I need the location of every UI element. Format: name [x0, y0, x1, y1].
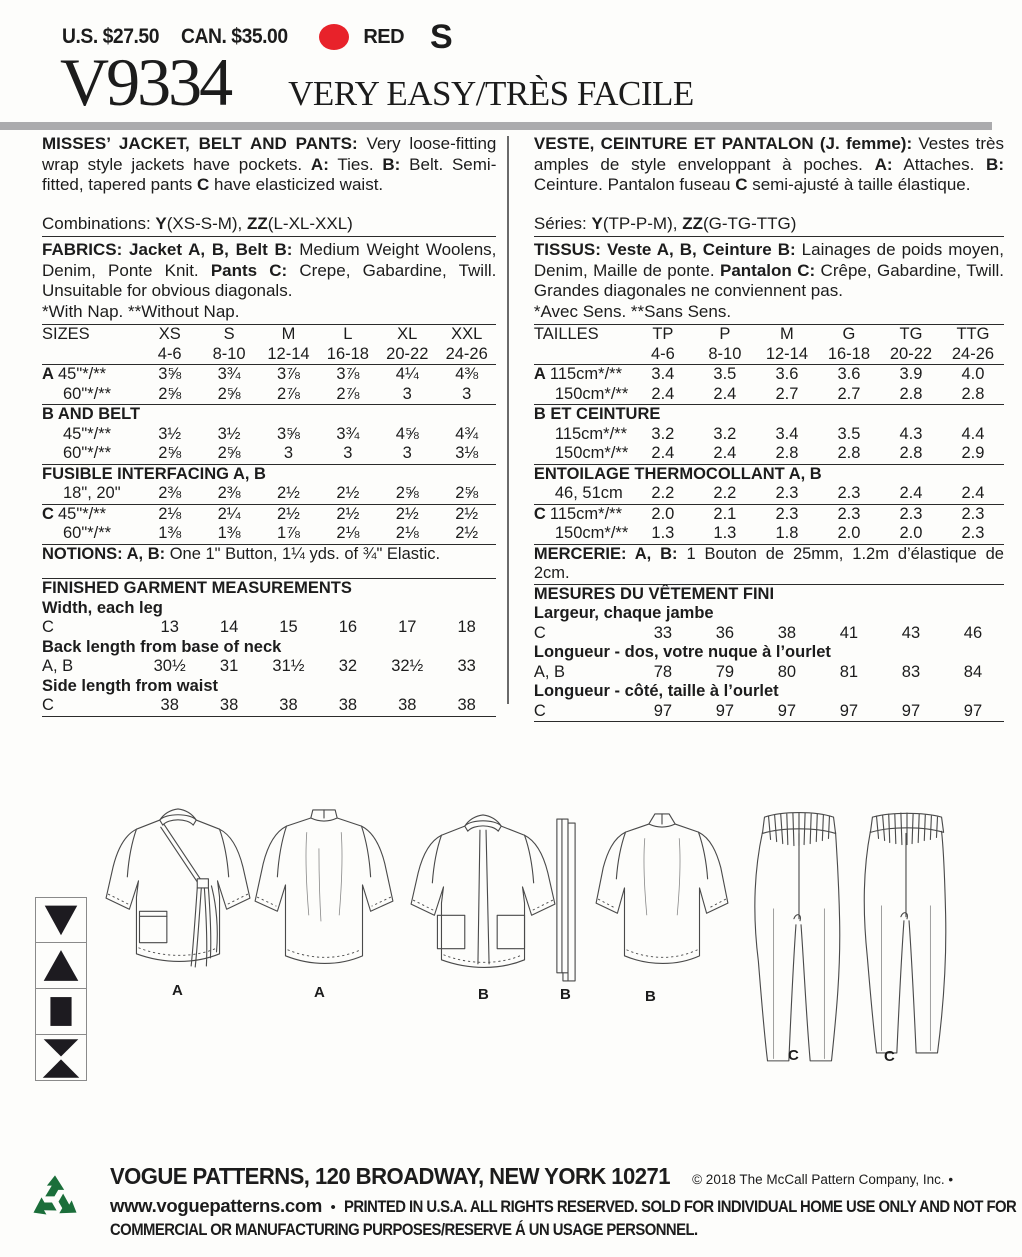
table-row: Back length from base of neck — [42, 637, 282, 656]
jacket-b-front-drawing — [404, 809, 562, 981]
table-row: C 45"*/** 2⅛ 2¼ 2½ 2½ 2½ 2½ — [42, 504, 479, 523]
view-label: B — [560, 986, 571, 1003]
table-row: ENTOILAGE THERMOCOLLANT A, B — [533, 464, 822, 483]
table-row: 150cm*/** 2.4 2.4 2.8 2.8 2.8 2.9 — [534, 444, 1004, 465]
fabrics-paragraph: TISSUS: Veste A, B, Ceinture B: Lainages de poids moyen, Denim, Maille de ponte. Pantalon C: Crêpe, Gabardine, Twill. Grandes diagonales ne conviennent pas. — [533, 240, 1005, 300]
table-row: 4-6 8-10 12-14 16-18 20-22 24-26 — [534, 345, 1004, 366]
rights-text: PRINTED IN U.S.A. ALL RIGHTS RESERVED. SOLD FOR INDIVIDUAL HOME USE ONLY AND NOT FOR — [344, 1198, 1017, 1216]
yardage-table-french — [534, 324, 1004, 722]
table-row: 45"*/** 3½ 3½ 3⅝ 3¾ 4⅝ 4¾ — [63, 424, 479, 443]
address-line — [110, 1163, 1008, 1190]
nap-note: *With Nap. **Without Nap. — [42, 301, 240, 321]
table-row — [42, 564, 496, 579]
table-row: Longueur - côté, taille à l’ourlet — [533, 682, 779, 700]
description-paragraph: VESTE, CEINTURE ET PANTALON (J. femme): Vestes très amples de style enveloppant à poches. A: Attaches. B: Ceinture. Pantalon fuseau C semi-ajusté à taille élastique. — [533, 134, 1004, 194]
table-row: 18", 20" 2⅜ 2⅜ 2½ 2½ 2⅝ 2⅝ — [42, 484, 496, 505]
symbol-square-icon — [35, 989, 87, 1035]
table-row: Largeur, chaque jambe — [533, 604, 714, 622]
table-row: C 33 36 38 41 43 46 — [533, 623, 983, 642]
rule — [42, 236, 496, 237]
table-row: A 45"*/** 3⅝ 3¾ 3⅞ 3⅞ 4¼ 4⅜ — [42, 365, 479, 383]
table-row: Side length from waist — [42, 676, 219, 695]
table-row: MESURES DU VÊTEMENT FINI — [533, 584, 775, 603]
table-row: Width, each leg — [42, 598, 163, 617]
view-label: A — [314, 984, 325, 1001]
column-english — [42, 134, 496, 722]
table-row: FUSIBLE INTERFACING A, B — [42, 464, 266, 483]
combinations-line: Séries: Y(TP-P-M), ZZ(G-TG-TTG) — [533, 213, 797, 233]
bullet-separator: • — [330, 1199, 336, 1216]
title-row — [60, 44, 694, 120]
nap-note: *Avec Sens. **Sans Sens. — [533, 301, 732, 321]
table-row: Longueur - dos, votre nuque à l’ourlet — [533, 643, 831, 661]
table-row: NOTIONS: A, B: One 1" Button, 1¼ yds. of ¾" Elastic. — [42, 544, 441, 563]
column-french — [534, 134, 1004, 722]
view-label: A — [172, 982, 183, 999]
table-row: MERCERIE: A, B: 1 Bouton de 25mm, 1.2m d’élastique de 2cm. — [534, 545, 1004, 585]
view-label: B — [478, 986, 489, 1003]
description-paragraph: MISSES’ JACKET, BELT AND PANTS: Very loose-fitting wrap style jackets have pockets. A: Ties. B: Belt. Semi-fitted, tapered pants C have elasticized waist. — [42, 134, 497, 194]
table-row: 60"*/** 1⅜ 1⅜ 1⅞ 2⅛ 2⅛ 2½ — [42, 524, 496, 545]
table-row: 4-6 8-10 12-14 16-18 20-22 24-26 — [42, 345, 496, 366]
price-us: U.S. $27.50 — [62, 25, 159, 48]
table-row: SIZES XS S M L XL XXL — [42, 325, 483, 343]
title-divider-bar — [0, 122, 992, 130]
symbol-triangle-down-icon — [35, 897, 87, 943]
pants-c-back-drawing — [852, 809, 962, 1057]
jacket-b-back-drawing — [588, 811, 736, 979]
rule — [534, 236, 1004, 237]
table-row: 115cm*/** 3.2 3.2 3.4 3.5 4.3 4.4 — [554, 424, 985, 443]
table-row: B ET CEINTURE — [533, 405, 661, 423]
table-row: 60"*/** 2⅝ 2⅝ 2⅞ 2⅞ 3 3 — [42, 385, 496, 406]
table-row: 46, 51cm 2.2 2.2 2.3 2.3 2.4 2.4 — [534, 484, 1004, 505]
symbol-triangle-up-icon — [35, 943, 87, 989]
copyright-note: © 2018 The McCall Pattern Company, Inc. • — [692, 1172, 954, 1187]
color-dot-icon — [319, 24, 349, 50]
view-label: C — [788, 1047, 799, 1064]
table-row: C 115cm*/** 2.0 2.1 2.3 2.3 2.3 2.3 — [533, 504, 985, 523]
table-row: B AND BELT — [42, 405, 141, 423]
info-columns — [42, 134, 1004, 722]
combinations-line: Combinations: Y(XS-S-M), ZZ(L-XL-XXL) — [42, 213, 353, 233]
table-row: FINISHED GARMENT MEASUREMENTS — [42, 579, 352, 597]
pants-c-front-drawing — [742, 807, 856, 1069]
publisher-address: VOGUE PATTERNS, 120 BROADWAY, NEW YORK 10271 — [110, 1163, 670, 1189]
belt-b-drawing — [552, 817, 582, 989]
table-row: C 38 38 38 38 38 38 — [42, 696, 496, 717]
table-row: C 97 97 97 97 97 97 — [534, 702, 1004, 723]
jacket-a-front-drawing — [102, 803, 254, 979]
pattern-number: V9334 — [60, 44, 231, 120]
view-label: C — [884, 1048, 895, 1065]
legal-text: COMMERCIAL OR MANUFACTURING PURPOSES/RESERVE Á UN USAGE PERSONNEL. — [110, 1221, 698, 1239]
fabrics-paragraph: FABRICS: Jacket A, B, Belt B: Medium Weight Woolens, Denim, Ponte Knit. Pants C: Crepe, Gabardine, Twill. Unsuitable for obvious diagonals. — [42, 240, 497, 300]
view-label: B — [645, 988, 656, 1005]
recycle-icon — [28, 1167, 82, 1229]
website-url: www.voguepatterns.com — [110, 1195, 322, 1216]
size-letter: S — [430, 18, 453, 56]
table-row: C 13 14 15 16 17 18 — [42, 618, 476, 636]
website-line — [110, 1195, 1017, 1217]
table-row: 150cm*/** 1.3 1.3 1.8 2.0 2.0 2.3 — [534, 524, 1004, 545]
table-row: A, B 78 79 80 81 83 84 — [533, 662, 983, 681]
table-row: 150cm*/** 2.4 2.4 2.7 2.7 2.8 2.8 — [534, 385, 1004, 406]
column-divider — [507, 136, 509, 704]
table-row: A, B 30½ 31 31½ 32 32½ 33 — [42, 657, 476, 675]
jacket-a-back-drawing — [248, 807, 400, 979]
footer — [28, 1163, 1017, 1240]
table-row: A 115cm*/** 3.4 3.5 3.6 3.6 3.9 4.0 — [533, 365, 985, 383]
symbol-hourglass-icon — [35, 1035, 87, 1081]
legal-line — [110, 1221, 1008, 1240]
garment-drawings — [0, 795, 1022, 1095]
yardage-table-english — [42, 324, 496, 717]
table-row: 60"*/** 2⅝ 2⅝ 3 3 3 3⅛ — [42, 444, 496, 465]
cutting-symbols — [35, 897, 89, 1081]
table-row: TAILLES TP P M G TG TTG — [533, 325, 990, 343]
price-can: CAN. $35.00 — [181, 25, 289, 48]
color-name: RED — [363, 25, 405, 48]
difficulty-banner: VERY EASY/TRÈS FACILE — [288, 74, 694, 113]
